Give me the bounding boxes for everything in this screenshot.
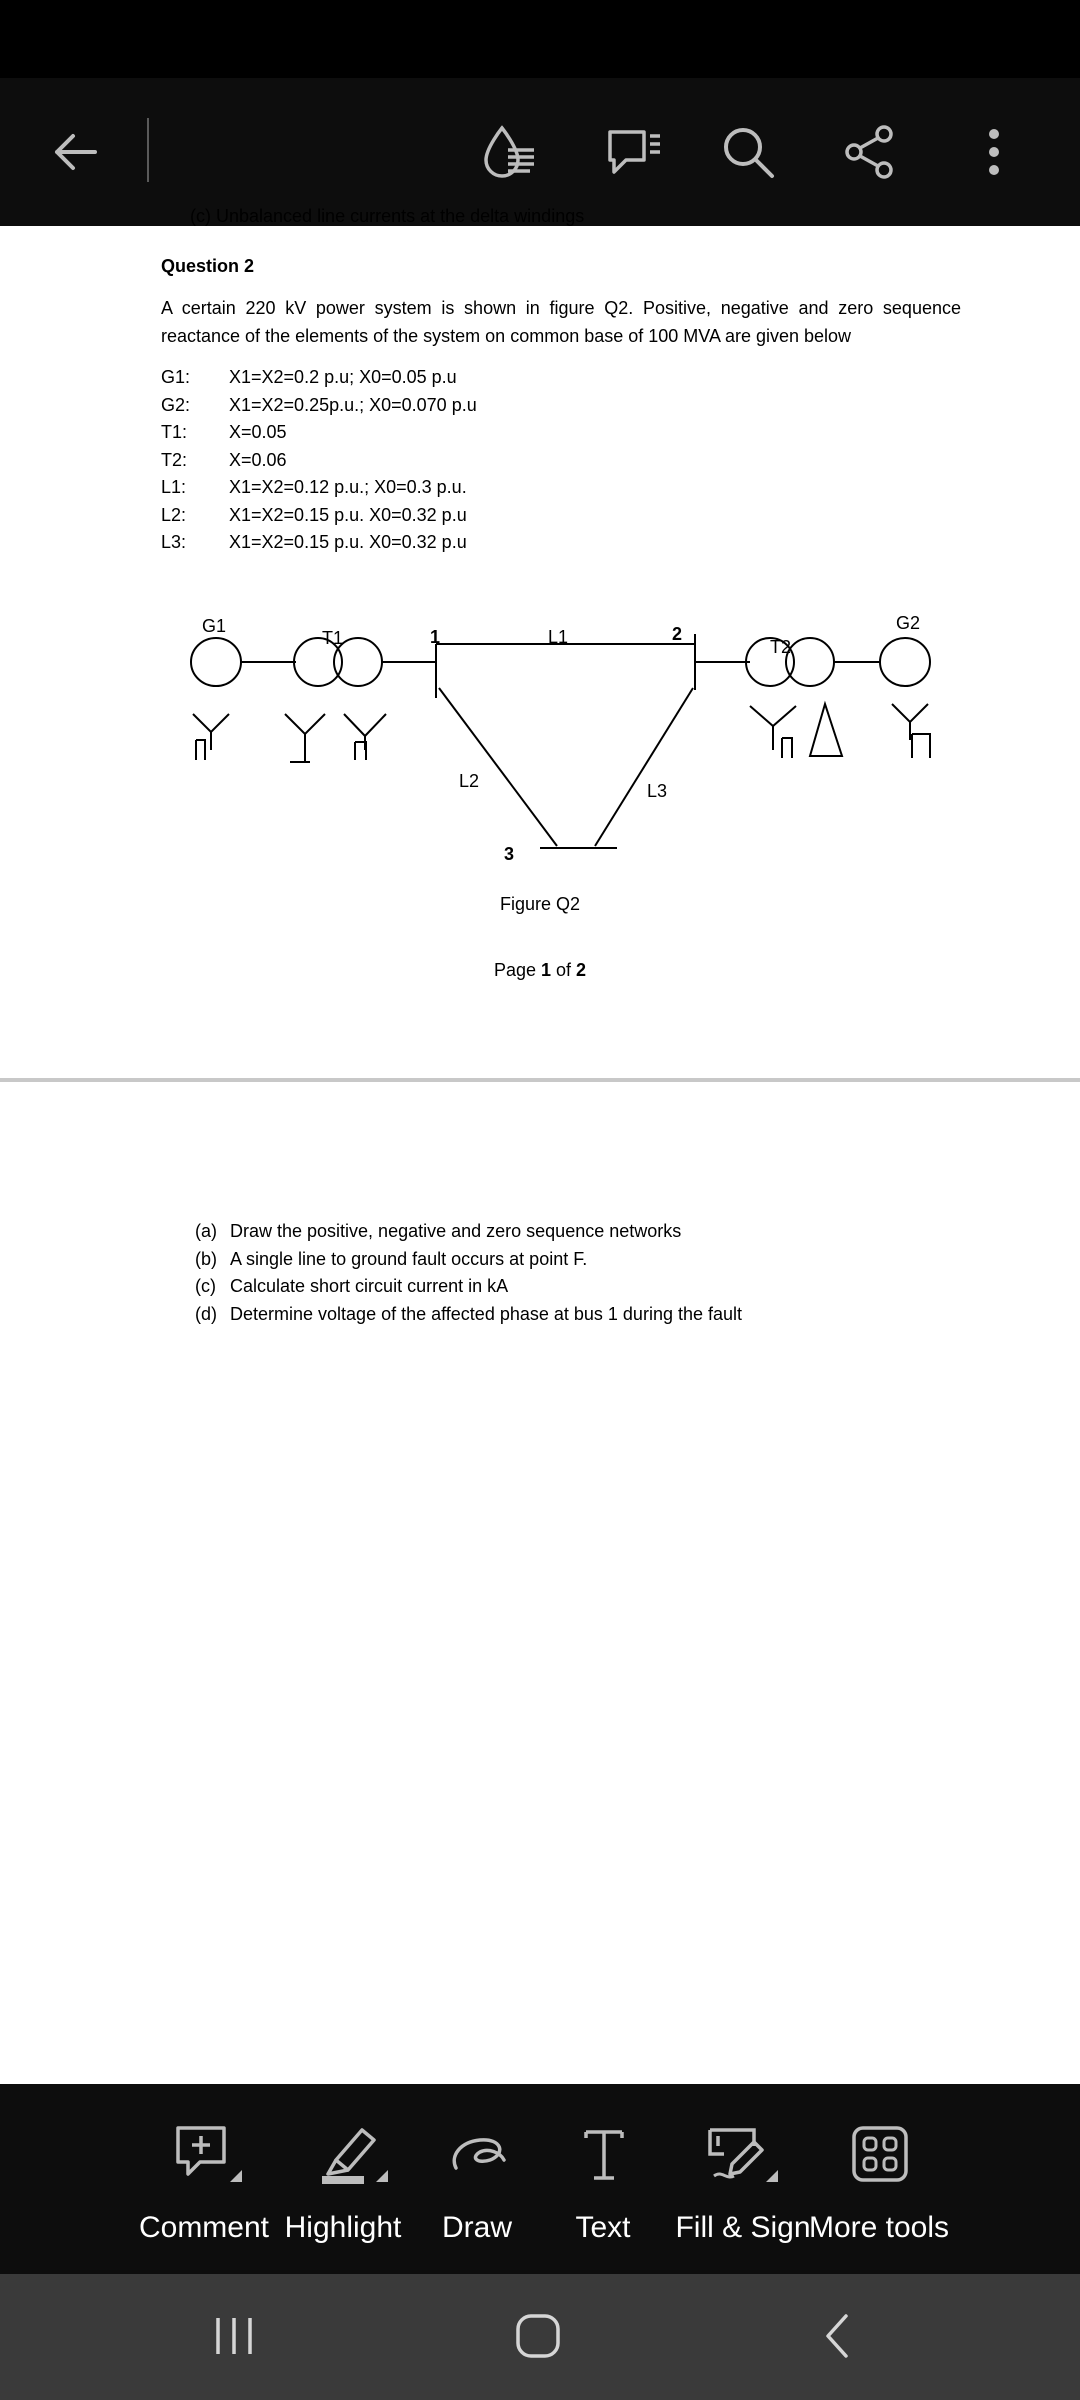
tool-comment[interactable] bbox=[130, 2084, 278, 2274]
question-part bbox=[195, 1246, 742, 1274]
fill-sign-icon bbox=[704, 2120, 780, 2190]
param-value: X1=X2=0.15 p.u. X0=0.32 p.u bbox=[229, 532, 467, 552]
question-part-letter: (d) bbox=[195, 1303, 217, 1324]
bottom-toolbar bbox=[0, 2084, 1080, 2274]
question-part-letter: (b) bbox=[195, 1248, 217, 1269]
label-l1: L1 bbox=[548, 627, 569, 647]
comment-add-icon bbox=[172, 2120, 244, 2190]
page-total: 2 bbox=[576, 960, 587, 980]
page-separator bbox=[0, 1078, 1080, 1082]
text-icon bbox=[576, 2120, 632, 2190]
param-row bbox=[161, 364, 477, 392]
more-tools-icon bbox=[850, 2120, 910, 2190]
question-intro: A certain 220 kV power system is shown in figure Q2. Positive, negative and zero sequence reactance of the elements of the system on common base of 100 MVA are given below bbox=[161, 298, 961, 346]
page-prefix: Page bbox=[493, 960, 541, 980]
param-label: T2: bbox=[161, 449, 188, 470]
previous-line-text: (c) Unbalanced line currents at the delta windings bbox=[190, 206, 585, 226]
figure-caption: Figure Q2 bbox=[499, 894, 581, 914]
question-title: Question 2 bbox=[161, 256, 255, 276]
question-part bbox=[195, 1273, 742, 1301]
tool-text[interactable] bbox=[548, 2084, 658, 2274]
t2-grounded-wye-symbol bbox=[750, 706, 796, 750]
g1-wye-symbol bbox=[193, 714, 229, 750]
label-l3: L3 bbox=[647, 781, 668, 801]
g2-generator-symbol bbox=[880, 638, 930, 686]
g1-generator-symbol bbox=[191, 638, 241, 686]
label-bus3: 3 bbox=[504, 844, 515, 864]
tool-highlight[interactable] bbox=[278, 2084, 408, 2274]
param-value: X1=X2=0.15 p.u. X0=0.32 p.u bbox=[229, 504, 467, 525]
home-icon[interactable] bbox=[506, 2304, 570, 2368]
back-icon[interactable] bbox=[810, 2304, 866, 2368]
param-value: X=0.06 bbox=[229, 449, 287, 470]
tool-draw[interactable] bbox=[418, 2084, 536, 2274]
label-bus2: 2 bbox=[672, 624, 683, 644]
label-g1: G1 bbox=[202, 616, 227, 636]
g1-ground-symbol bbox=[196, 740, 205, 760]
tool-fill-sign[interactable] bbox=[668, 2084, 818, 2274]
label-bus1: 1 bbox=[430, 627, 441, 647]
previous-line-fragment bbox=[190, 206, 620, 226]
param-row bbox=[161, 447, 477, 475]
question-part-letter: (a) bbox=[195, 1221, 217, 1241]
t2-ground-symbol bbox=[782, 738, 792, 758]
label-t2: T2 bbox=[770, 637, 792, 657]
param-value: X1=X2=0.2 p.u; X0=0.05 p.u bbox=[229, 367, 457, 387]
param-label: T1: bbox=[161, 422, 188, 442]
label-t1: T1 bbox=[322, 628, 344, 648]
label-l2: L2 bbox=[459, 771, 480, 791]
t1-wye-symbol bbox=[285, 714, 325, 762]
question-part-text: Calculate short circuit current in kA bbox=[230, 1276, 509, 1296]
tool-fill-sign-label: Fill & Sign bbox=[675, 2211, 811, 2244]
power-system-diagram bbox=[0, 576, 1080, 876]
param-row bbox=[161, 419, 477, 447]
question-part bbox=[195, 1301, 742, 1329]
back-arrow-icon[interactable] bbox=[40, 112, 110, 192]
share-icon[interactable] bbox=[830, 110, 910, 194]
parameter-list bbox=[161, 364, 477, 557]
pdf-document-view[interactable] bbox=[0, 206, 1080, 2084]
question-part-text: A single line to ground fault occurs at point F. bbox=[230, 1248, 588, 1269]
comments-list-icon[interactable] bbox=[594, 110, 674, 194]
tool-more-tools-label: More tools bbox=[808, 2211, 950, 2244]
question-parts-list bbox=[195, 1218, 742, 1328]
liquid-mode-icon[interactable] bbox=[470, 110, 550, 194]
t2-delta-symbol bbox=[810, 704, 842, 756]
param-row bbox=[161, 474, 477, 502]
param-label: L2: bbox=[161, 504, 187, 525]
param-label: L1: bbox=[161, 477, 187, 497]
question-part-text: Determine voltage of the affected phase at bus 1 during the fault bbox=[230, 1303, 743, 1324]
g2-ground-symbol bbox=[912, 734, 930, 758]
highlighter-icon bbox=[314, 2120, 390, 2190]
label-g2: G2 bbox=[896, 613, 921, 633]
tool-comment-label: Comment bbox=[138, 2211, 270, 2244]
more-vertical-icon[interactable] bbox=[964, 110, 1024, 194]
page-current: 1 bbox=[541, 960, 552, 980]
toolbar-divider bbox=[147, 118, 149, 182]
draw-icon bbox=[446, 2120, 510, 2190]
param-value: X1=X2=0.25p.u.; X0=0.070 p.u bbox=[229, 394, 477, 415]
recent-apps-icon[interactable] bbox=[206, 2304, 262, 2368]
question-part bbox=[195, 1218, 742, 1246]
param-value: X=0.05 bbox=[229, 422, 287, 442]
tool-highlight-label: Highlight bbox=[284, 2211, 402, 2244]
tool-text-label: Text bbox=[575, 2211, 631, 2244]
line-l3 bbox=[595, 688, 693, 846]
param-label: G2: bbox=[161, 394, 191, 415]
tool-draw-label: Draw bbox=[441, 2211, 512, 2244]
page-middle: of bbox=[551, 960, 577, 980]
tool-more-tools[interactable] bbox=[808, 2084, 950, 2274]
param-value: X1=X2=0.12 p.u.; X0=0.3 p.u. bbox=[229, 477, 467, 497]
line-l2 bbox=[439, 688, 557, 846]
param-row bbox=[161, 529, 477, 557]
page-number bbox=[0, 960, 1080, 981]
param-label: G1: bbox=[161, 367, 191, 387]
status-bar bbox=[0, 0, 1080, 78]
param-row bbox=[161, 502, 477, 530]
question-part-letter: (c) bbox=[195, 1276, 216, 1296]
system-nav-bar bbox=[0, 2274, 1080, 2400]
question-part-text: Draw the positive, negative and zero sequence networks bbox=[230, 1221, 682, 1241]
search-icon[interactable] bbox=[708, 110, 788, 194]
param-label: L3: bbox=[161, 532, 187, 552]
param-row bbox=[161, 392, 477, 420]
